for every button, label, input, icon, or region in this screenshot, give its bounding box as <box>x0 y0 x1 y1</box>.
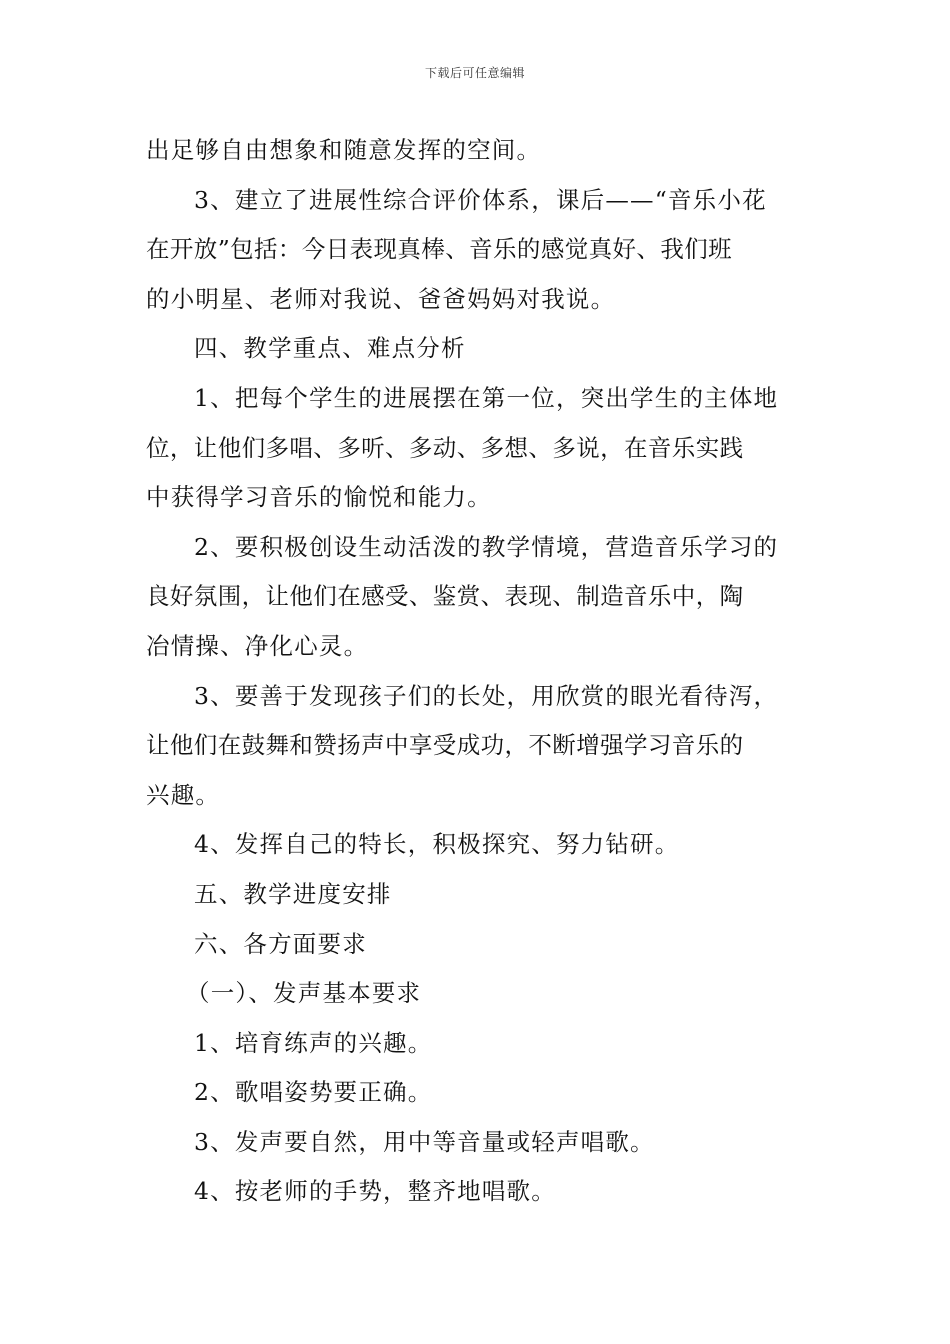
document-body <box>146 126 808 1217</box>
list-item: 4、按老师的手势，整齐地唱歌。 <box>194 1177 556 1206</box>
section-heading: 六、各方面要求 <box>194 929 367 958</box>
list-item: 2、歌唱姿势要正确。 <box>194 1078 433 1107</box>
list-item: 1、培育练声的兴趣。 <box>194 1028 433 1057</box>
subsection-heading: （一）、发声基本要求 <box>186 979 422 1008</box>
text-line: 良好氛围，让他们在感受、鉴赏、表现、制造音乐中，陶 <box>146 582 744 611</box>
list-item: 3、发声要自然，用中等音量或轻声唱歌。 <box>194 1127 655 1156</box>
section-heading: 四、教学重点、难点分析 <box>194 334 466 363</box>
text-line: 兴趣。 <box>146 780 221 809</box>
text-line: 的小明星、老师对我说、爸爸妈妈对我说。 <box>146 284 616 313</box>
text-line: 2、要积极创设生动活泼的教学情境，营造音乐学习的 <box>194 532 779 561</box>
text-line: 在开放”包括：今日表现真棒、音乐的感觉真好、我们班 <box>146 235 733 264</box>
text-line: 4、发挥自己的特长，积极探究、努力钻研。 <box>194 830 680 859</box>
text-line: 3、要善于发现孩子们的长处，用欣赏的眼光看待泻， <box>194 681 779 710</box>
text-line: 让他们在鼓舞和赞扬声中享受成功，不断增强学习音乐的 <box>146 731 744 760</box>
text-line: 位，让他们多唱、多听、多动、多想、多说，在音乐实践 <box>146 433 744 462</box>
text-line: 3、建立了进展性综合评价体系，课后——“音乐小花 <box>194 185 767 214</box>
section-heading: 五、教学进度安排 <box>194 879 392 908</box>
text-line: 冶情操、净化心灵。 <box>146 631 369 660</box>
text-line: 出足够自由想象和随意发挥的空间。 <box>146 136 542 164</box>
text-line: 1、把每个学生的进展摆在第一位，突出学生的主体地 <box>194 383 779 412</box>
page-header: 下载后可任意编辑 <box>424 66 525 80</box>
text-line: 中获得学习音乐的愉悦和能力。 <box>146 483 492 512</box>
